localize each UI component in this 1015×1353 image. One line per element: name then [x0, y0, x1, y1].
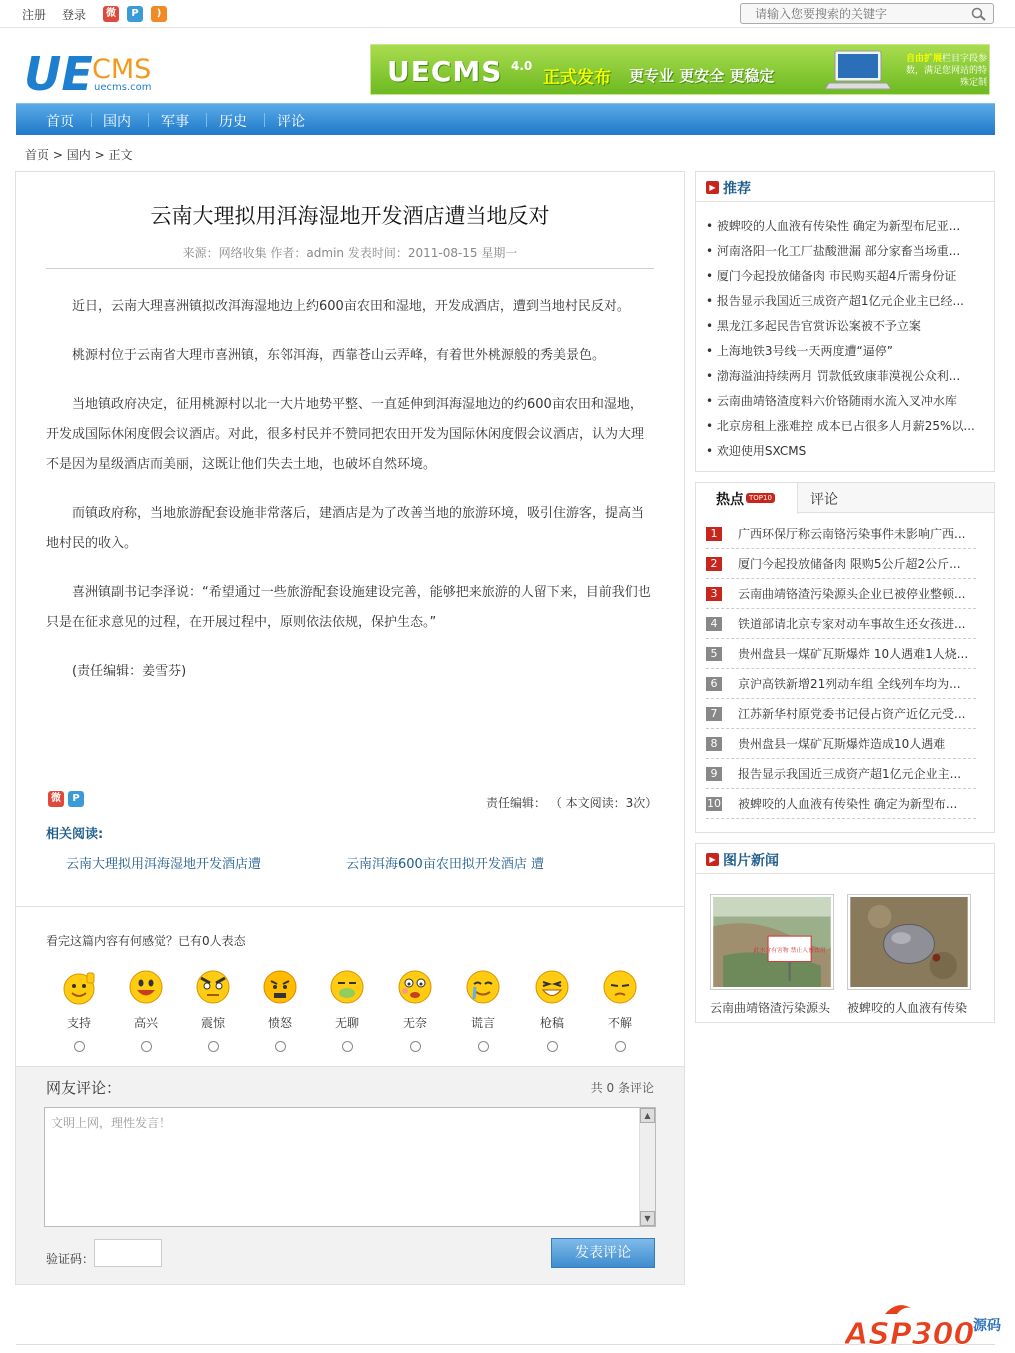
share-icons [48, 790, 88, 807]
hot-item-text[interactable]: 贵州盘县一煤矿瓦斯爆炸 10人遇难1人烧... [738, 647, 969, 661]
article-meta: 来源：网络收集 作者：admin 发表时间：2011-08-15 星期一 [182, 246, 518, 260]
related-link[interactable]: 云南大理拟用洱海湿地开发酒店遭 [66, 857, 262, 872]
laptop-icon [825, 49, 891, 91]
crying-face-icon [465, 969, 501, 1005]
recommend-list [696, 202, 994, 464]
recommend-title: 推荐 [723, 181, 751, 197]
list-item[interactable]: • 欢迎使用SXCMS [706, 444, 807, 458]
tab-hot[interactable] [696, 483, 798, 514]
picture-caption[interactable]: 云南曲靖铬渣污染源头 [710, 1001, 831, 1015]
mood-radio[interactable] [342, 1041, 353, 1052]
top-bar [0, 0, 1015, 28]
article-panel [15, 171, 685, 1285]
editor-read-count: 责任编辑： （ 本文阅读：3次） [486, 796, 658, 810]
rank-badge: 1 [706, 527, 722, 541]
list-item[interactable]: • 被蜱咬的人血液有传染性 确定为新型布尼亚... [706, 219, 961, 233]
mood-label: 高兴 [133, 1016, 158, 1030]
mood-helpless[interactable] [393, 969, 437, 1052]
rank-badge: 9 [706, 767, 722, 781]
nav-divider [91, 113, 92, 127]
laughing-face-icon [534, 969, 570, 1005]
hot-item-text[interactable]: 厦门今起投放储备肉 限购5公斤超2公斤... [738, 557, 961, 571]
picture-news-item[interactable] [847, 894, 971, 1016]
rank-badge: 7 [706, 707, 722, 721]
rss-icon[interactable]: ) [151, 6, 167, 22]
list-item[interactable] [706, 639, 976, 669]
article-paragraph: 喜洲镇副书记李泽说：“希望通过一些旅游配套设施建设完善，能够把来旅游的人留下来，目前我们也只是在征求意见的过程，在开展过程中，原则依法依规，保护生态。” [46, 585, 651, 630]
top10-badge: TOP10 [746, 493, 775, 503]
hot-item-text[interactable]: 被蜱咬的人血液有传染性 确定为新型布... [738, 797, 958, 811]
mood-label: 支持 [66, 1016, 91, 1030]
main-nav [16, 103, 995, 135]
breadcrumb-category[interactable]: 国内 [66, 148, 91, 162]
hot-item-text[interactable]: 京沪高铁新增21列动车组 全线列车均为... [738, 677, 961, 691]
search-input[interactable] [741, 4, 961, 23]
hot-item-text[interactable]: 贵州盘县一煤矿瓦斯爆炸造成10人遇难 [738, 737, 946, 751]
mood-vote-panel [16, 906, 684, 1066]
recommend-box [695, 171, 995, 472]
banner-side-text [901, 53, 987, 89]
hot-item-text[interactable]: 铁道部请北京专家对动车事故生还女孩进... [738, 617, 966, 631]
happy-face-icon [128, 969, 164, 1005]
rank-badge: 4 [706, 617, 722, 631]
related-title: 相关阅读: [46, 827, 104, 842]
list-item[interactable] [706, 759, 976, 789]
nav-history[interactable]: 历史 [219, 114, 247, 130]
mood-label: 愤怒 [267, 1016, 292, 1030]
hot-item-text[interactable]: 云南曲靖铬渣污染源头企业已被停业整顿... [738, 587, 966, 601]
mood-happy[interactable] [124, 969, 168, 1052]
warning-sign-text: 此水含有害物 禁止人畜饮用 [753, 947, 826, 954]
scroll-down-icon[interactable]: ▼ [640, 1211, 655, 1226]
picture-news-item[interactable] [710, 894, 834, 1016]
comment-placeholder: 文明上网，理性发言！ [51, 1116, 172, 1130]
nav-divider [148, 113, 149, 127]
nav-domestic[interactable]: 国内 [103, 114, 131, 130]
watermark-brand: ASP300 [845, 1317, 975, 1350]
tab-hot-label: 热点 [716, 492, 744, 508]
banner-version: 4.0 [511, 59, 533, 73]
breadcrumb-current: 正文 [108, 148, 133, 162]
list-item[interactable]: • 上海地铁3号线一天两度遭“逼停” [706, 344, 893, 358]
list-item[interactable]: • 北京房租上涨难控 成本已占很多人月薪25%以... [706, 419, 975, 433]
search-icon[interactable] [971, 7, 987, 21]
mood-radio[interactable] [615, 1041, 626, 1052]
rank-badge: 2 [706, 557, 722, 571]
nav-home[interactable]: 首页 [46, 114, 74, 130]
tab-comments[interactable]: 评论 [810, 492, 838, 508]
textarea-scrollbar[interactable] [639, 1108, 655, 1226]
mood-radio[interactable] [478, 1041, 489, 1052]
search-box [740, 3, 994, 24]
captcha-input[interactable] [94, 1239, 162, 1267]
banner-slogan: 更专业 更安全 更稳定 [629, 67, 775, 85]
mood-label: 不解 [607, 1016, 632, 1030]
news-thumbnail[interactable] [847, 894, 971, 990]
comment-textarea[interactable] [44, 1107, 656, 1227]
submit-comment-button[interactable]: 发表评论 [551, 1238, 655, 1268]
banner-release: 正式发布 [543, 68, 611, 88]
helpless-face-icon [397, 969, 433, 1005]
mood-shocked[interactable] [191, 969, 235, 1052]
site-logo[interactable] [24, 44, 164, 96]
comment-panel [16, 1066, 684, 1284]
share-tencent-icon[interactable]: P [68, 791, 84, 807]
shocked-face-icon [195, 969, 231, 1005]
scroll-up-icon[interactable]: ▲ [640, 1108, 655, 1123]
related-link[interactable]: 云南洱海600亩农田拟开发酒店 遭 [346, 857, 544, 872]
register-link[interactable]: 注册 [22, 8, 47, 22]
angry-face-icon [262, 969, 298, 1005]
article-paragraph: 桃源村位于云南省大理市喜洲镇，东邻洱海，西靠苍山云弄峰，有着世外桃源般的秀美景色。 [72, 348, 606, 363]
login-link[interactable]: 登录 [62, 8, 87, 22]
nav-divider [264, 113, 265, 127]
picture-news-box [695, 843, 995, 1023]
list-item[interactable]: • 渤海溢油持续两月 罚款低致康菲漠视公众利... [706, 369, 961, 383]
weibo-icon[interactable]: 微 [103, 6, 119, 22]
mood-ghostwritten[interactable] [530, 969, 574, 1052]
breadcrumb-separator: > [52, 148, 63, 162]
mood-lie[interactable] [461, 969, 505, 1052]
hot-box [695, 482, 995, 833]
mood-radio[interactable] [410, 1041, 421, 1052]
picture-news-title: 图片新闻 [723, 853, 779, 869]
logo-cms: CMS [92, 54, 152, 85]
arrow-icon: ▶ [706, 181, 719, 194]
editor-credit: (责任编辑：姜雪芬) [72, 664, 187, 679]
list-item[interactable] [706, 549, 976, 579]
logo-ue: UE [24, 47, 93, 96]
list-item[interactable]: • 报告显示我国近三成资产超1亿元企业主已经... [706, 294, 964, 308]
hot-list [696, 513, 994, 819]
mood-label: 枪稿 [539, 1016, 564, 1030]
breadcrumb [25, 146, 132, 163]
list-item[interactable] [706, 669, 976, 699]
list-item[interactable] [706, 699, 976, 729]
arrow-icon: ▶ [706, 853, 719, 866]
hot-item-text[interactable]: 广西环保厅称云南铬污染事件未影响广西... [738, 527, 966, 541]
bored-face-icon [329, 969, 365, 1005]
article-paragraph: 近日，云南大理喜洲镇拟改洱海湿地边上约600亩农田和湿地，开发成酒店，遭到当地村民反对。 [72, 299, 630, 314]
comments-count: 共 0 条评论 [590, 1081, 654, 1095]
thumbs-up-face-icon [61, 969, 97, 1005]
asp300-watermark [845, 1300, 1005, 1350]
rank-badge: 3 [706, 587, 722, 601]
list-item[interactable] [706, 579, 976, 609]
article-body [46, 292, 654, 706]
list-item[interactable]: • 云南曲靖铬渣度料六价铬随雨水流入叉冲水库 [706, 394, 957, 408]
banner-side-highlight: 自由扩展 [905, 54, 942, 64]
hot-item-text[interactable]: 江苏新华村原党委书记侵占资产近亿元受... [738, 707, 966, 721]
title-divider [46, 268, 654, 269]
comments-title: 网友评论： [46, 1079, 122, 1097]
list-item[interactable]: • 河南洛阳一化工厂盐酸泄漏 部分家畜当场重... [706, 244, 961, 258]
picture-caption[interactable]: 被蜱咬的人血液有传染 [847, 1001, 968, 1015]
nav-divider [206, 113, 207, 127]
mood-label: 无奈 [402, 1016, 427, 1030]
nav-comments[interactable]: 评论 [277, 114, 305, 130]
picture-news-header [696, 844, 994, 874]
tencent-weibo-icon[interactable]: P [127, 6, 143, 22]
share-weibo-icon[interactable]: 微 [48, 791, 64, 807]
rank-badge: 6 [706, 677, 722, 691]
mood-radio[interactable] [547, 1041, 558, 1052]
news-thumbnail[interactable] [710, 894, 834, 990]
promo-banner[interactable] [370, 44, 990, 95]
mood-radio[interactable] [141, 1041, 152, 1052]
list-item[interactable] [706, 789, 976, 819]
mood-title: 看完这篇内容有何感觉？已有0人表态 [46, 934, 246, 948]
article-title: 云南大理拟用洱海湿地开发酒店遭当地反对 [150, 204, 550, 228]
logo-domain: uecms.com [94, 82, 152, 93]
mood-label: 震惊 [200, 1016, 225, 1030]
nav-military[interactable]: 军事 [161, 114, 189, 130]
rank-badge: 8 [706, 737, 722, 751]
list-item[interactable] [706, 609, 976, 639]
hot-tabs [696, 483, 994, 513]
mood-label: 谎言 [470, 1016, 495, 1030]
banner-title: UECMS [387, 55, 503, 88]
mood-radio[interactable] [74, 1041, 85, 1052]
breadcrumb-home[interactable]: 首页 [25, 148, 50, 162]
article-paragraph: 而镇政府称，当地旅游配套设施非常落后，建酒店是为了改善当地的旅游环境，吸引住游客，提高当地村民的收入。 [46, 506, 645, 551]
list-item[interactable]: • 厦门今起投放储备肉 市民购买超4斤需身份证 [706, 269, 957, 283]
banner-side-detail: 栏目字段参数，满足您网站的特殊定制 [905, 54, 987, 88]
mood-confused[interactable] [598, 969, 642, 1052]
list-item[interactable]: • 黑龙江多起民告官赏诉讼案被不予立案 [706, 319, 921, 333]
mood-support[interactable] [57, 969, 101, 1052]
mood-angry[interactable] [258, 969, 302, 1052]
mood-boring[interactable] [325, 969, 369, 1052]
confused-face-icon [602, 969, 638, 1005]
recommend-header [696, 172, 994, 202]
captcha-label: 验证码： [46, 1252, 95, 1266]
rank-badge: 5 [706, 647, 722, 661]
list-item[interactable] [706, 519, 976, 549]
hot-item-text[interactable]: 报告显示我国近三成资产超1亿元企业主... [738, 767, 962, 781]
rank-badge: 10 [707, 797, 721, 810]
article-paragraph: 当地镇政府决定，征用桃源村以北一大片地势平整、一直延伸到洱海湿地边的约600亩农田和湿地，开发成国际休闲度假会议酒店。对此，很多村民并不赞同把农田开发为国际休闲度假会议酒店，认为大理不是因为星级酒店而美丽，这既让他们失去土地，也破坏自然环境。 [46, 397, 645, 472]
watermark-suffix: 源码 [973, 1318, 1001, 1334]
breadcrumb-separator: > [94, 148, 105, 162]
mood-label: 无聊 [334, 1016, 359, 1030]
mood-radio[interactable] [208, 1041, 219, 1052]
list-item[interactable] [706, 729, 976, 759]
mood-radio[interactable] [275, 1041, 286, 1052]
